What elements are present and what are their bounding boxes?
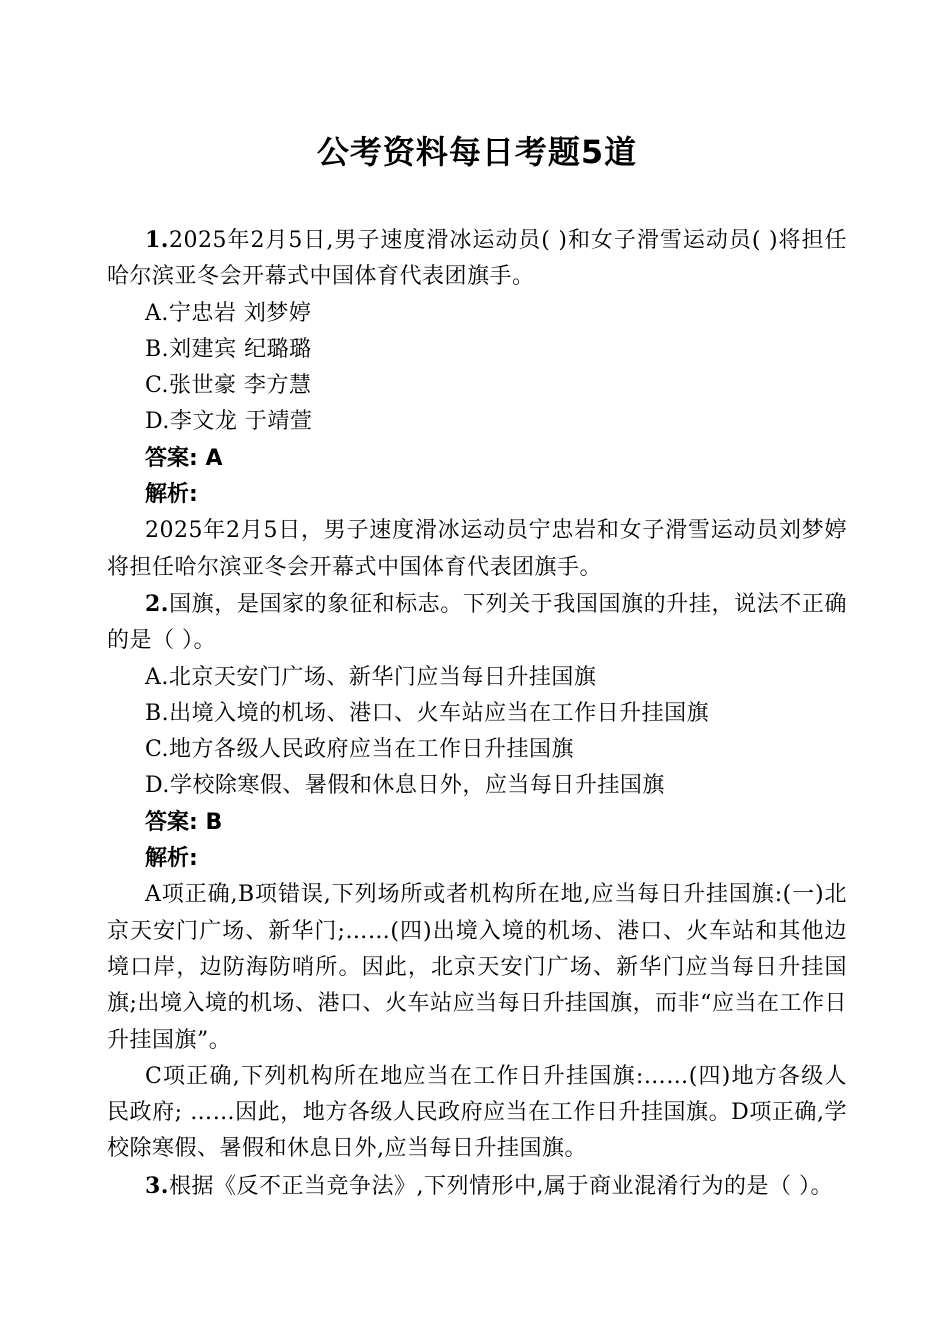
page-title: 公考资料每日考题5道 xyxy=(316,133,638,171)
question-text: 根据《反不正当竞争法》,下列情形中,属于商业混淆行为的是（ ）。 xyxy=(168,1173,833,1199)
question-1 xyxy=(107,222,847,586)
option-a: A.北京天安门广场、新华门应当每日升挂国旗 xyxy=(145,664,597,690)
question-text: 2025年2月5日,男子速度滑冰运动员( )和女子滑雪运动员( )将担任哈尔滨亚冬会开幕式中国体育代表团旗手。 xyxy=(107,228,847,290)
option-c: C.张世豪 李方慧 xyxy=(145,373,312,399)
option-b: B.刘建宾 纪璐璐 xyxy=(145,336,312,362)
answer-label: 答案: A xyxy=(145,445,223,471)
analysis-label: 解析: xyxy=(145,482,198,508)
analysis-text: 2025年2月5日，男子速度滑冰运动员宁忠岩和女子滑雪运动员刘梦婷将担任哈尔滨亚冬会开幕式中国体育代表团旗手。 xyxy=(107,518,847,580)
option-c: C.地方各级人民政府应当在工作日升挂国旗 xyxy=(145,737,575,763)
analysis-text: A项正确,B项错误,下列场所或者机构所在地,应当每日升挂国旗:(一)北京天安门广场、新华门;……(四)出境入境的机场、港口、火车站和其他边境口岸，边防海防哨所。因此，北京天安门广场、新华门应当每日升挂国旗;出境入境的机场、港口、火车站应当每日升挂国旗，而非“应当在工作日升挂国旗”。 xyxy=(107,882,847,1053)
option-b: B.出境入境的机场、港口、火车站应当在工作日升挂国旗 xyxy=(145,700,710,726)
analysis-text: C项正确,下列机构所在地应当在工作日升挂国旗:……(四)地方各级人民政府; ……因此，地方各级人民政府应当在工作日升挂国旗。D项正确,学校除寒假、暑假和休息日外,应当每日升挂国旗。 xyxy=(107,1063,847,1162)
option-d: D.李文龙 于靖萱 xyxy=(145,409,313,435)
question-number: 3. xyxy=(145,1172,169,1199)
question-2 xyxy=(107,586,847,1168)
option-d: D.学校除寒假、暑假和休息日外，应当每日升挂国旗 xyxy=(145,773,665,799)
question-stem xyxy=(107,1168,847,1205)
question-3 xyxy=(107,1168,847,1205)
option-a: A.宁忠岩 刘梦婷 xyxy=(145,300,312,326)
document-page xyxy=(107,126,847,1205)
question-stem xyxy=(107,222,847,296)
question-number: 1. xyxy=(145,227,169,253)
question-text: 国旗，是国家的象征和标志。下列关于我国国旗的升挂，说法不正确的是（ ）。 xyxy=(107,591,847,654)
question-stem xyxy=(107,586,847,660)
question-number: 2. xyxy=(145,590,169,617)
analysis-label: 解析: xyxy=(145,846,198,872)
answer-label: 答案: B xyxy=(145,809,223,835)
